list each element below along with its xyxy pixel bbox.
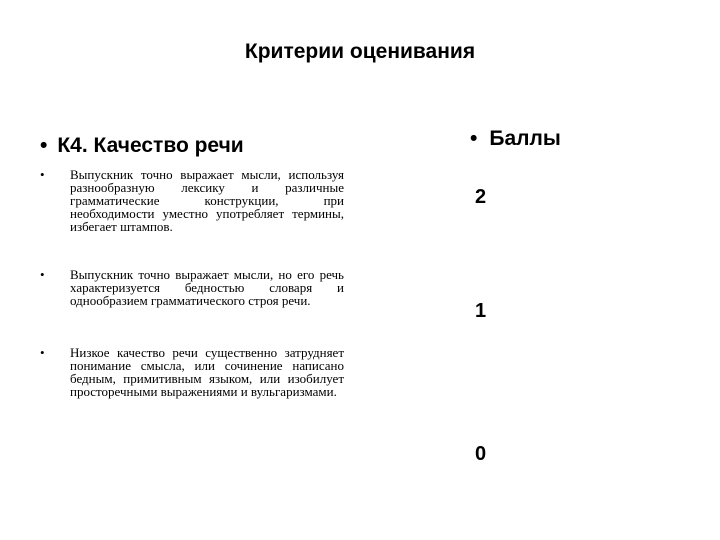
- slide-title: Критерии оценивания: [244, 40, 476, 63]
- score-value: 1: [475, 300, 487, 322]
- criterion-description: Выпускник точно выражает мысли, используя разнообразную лексику и различные грамматические конструкции, при необходимости уместно употребляет термины, избегает штампов.: [70, 167, 344, 234]
- score-heading: [470, 127, 561, 151]
- item-bullet: •: [40, 345, 45, 360]
- score-heading-text: Баллы: [489, 127, 561, 150]
- criterion-heading-text: К4. Качество речи: [57, 134, 244, 157]
- heading-bullet: •: [470, 127, 478, 150]
- score-value: 0: [475, 443, 487, 465]
- criterion-description: Низкое качество речи существенно затрудняет понимание смысла, или сочинение написано бедным, примитивным языком, или изобилует просторечными выражениями и вульгаризмами.: [70, 345, 344, 399]
- heading-bullet: •: [40, 134, 48, 157]
- criterion-description: Выпускник точно выражает мысли, но его речь характеризуется бедностью словаря и однообразием грамматического строя речи.: [70, 267, 344, 308]
- score-value: 2: [475, 186, 487, 208]
- item-bullet: •: [40, 267, 45, 282]
- item-bullet: •: [40, 167, 45, 182]
- criterion-heading: [40, 134, 244, 158]
